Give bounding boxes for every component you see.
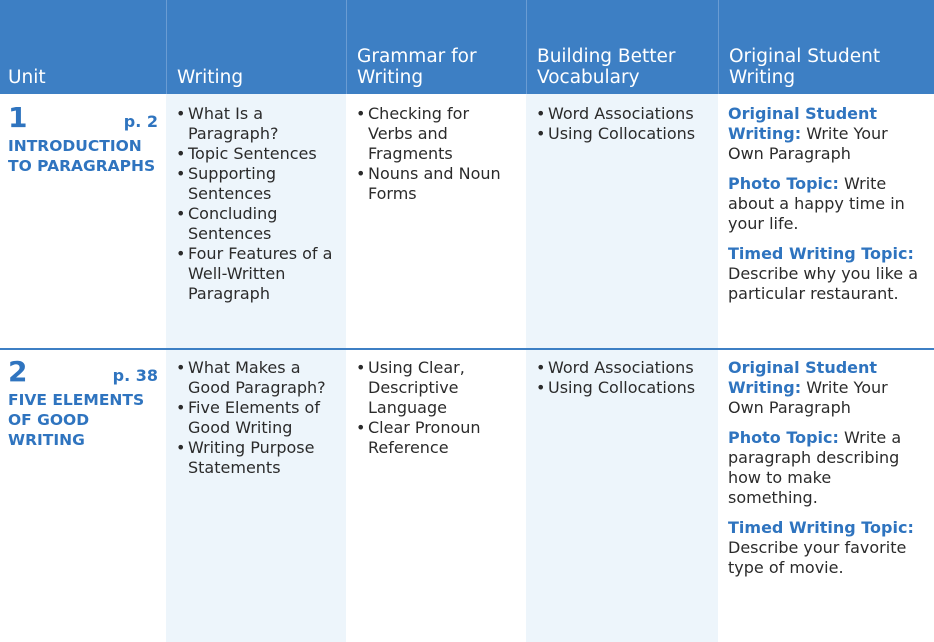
writing-list [176, 104, 338, 304]
osw-label: Timed Writing Topic: [728, 244, 914, 263]
vocabulary-list [536, 358, 710, 398]
osw-entry [728, 428, 926, 508]
list-item: • What Is a Paragraph? [176, 104, 338, 144]
unit-page-link[interactable]: p. 38 [112, 366, 158, 385]
osw-entry [728, 244, 926, 304]
grammar-cell [346, 94, 526, 348]
list-item: • Four Features of a Well-Written Paragraph [176, 244, 338, 304]
list-item: • Checking for Verbs and Fragments [356, 104, 518, 164]
list-item: • Using Collocations [536, 124, 710, 144]
list-item: • Concluding Sentences [176, 204, 338, 244]
unit-number: 1 [8, 101, 28, 134]
writing-cell [166, 94, 346, 348]
osw-entry [728, 174, 926, 234]
list-item: • Using Collocations [536, 378, 710, 398]
list-item: • Clear Pronoun Reference [356, 418, 518, 458]
grammar-list [356, 358, 518, 458]
osw-label: Photo Topic: [728, 428, 839, 447]
osw-text: Write a paragraph describing how to make something. [728, 428, 902, 507]
unit-page-link[interactable]: p. 2 [123, 112, 158, 131]
vocabulary-list [536, 104, 710, 144]
list-item: • Five Elements of Good Writing [176, 398, 338, 438]
osw-label: Timed Writing Topic: [728, 518, 914, 537]
writing-cell [166, 350, 346, 642]
osw-label: Original Student Writing: [728, 104, 878, 143]
unit-title: INTRODUCTION TO PARAGRAPHS [8, 137, 156, 175]
osw-text: Describe why you like a particular restaurant. [728, 264, 918, 303]
list-item: • Writing Purpose Statements [176, 438, 338, 478]
unit-number: 2 [8, 355, 28, 388]
list-item: • Using Clear, Descriptive Language [356, 358, 518, 418]
original-student-writing-cell [718, 350, 934, 642]
unit-heading [8, 355, 158, 388]
osw-label: Photo Topic: [728, 174, 839, 193]
unit-title: FIVE ELEMENTS OF GOOD WRITING [8, 391, 145, 449]
original-student-writing-cell [718, 94, 934, 348]
writing-list [176, 358, 338, 478]
unit-heading [8, 101, 158, 134]
osw-text: Write Your Own Paragraph [728, 124, 888, 163]
osw-text: Write Your Own Paragraph [728, 378, 888, 417]
vocabulary-cell [526, 350, 718, 642]
osw-text: Describe your favorite type of movie. [728, 538, 907, 577]
unit-cell [0, 350, 166, 642]
list-item: • Word Associations [536, 358, 710, 378]
vocabulary-cell [526, 94, 718, 348]
osw-entry [728, 358, 926, 418]
header-vocabulary: Building Better Vocabulary [526, 0, 718, 94]
header-unit: Unit [0, 0, 166, 94]
grammar-list [356, 104, 518, 204]
list-item: • Nouns and Noun Forms [356, 164, 518, 204]
list-item: • Supporting Sentences [176, 164, 338, 204]
list-item: • Word Associations [536, 104, 710, 124]
header-writing: Writing [166, 0, 346, 94]
osw-text: Write about a happy time in your life. [728, 174, 905, 233]
grammar-cell [346, 350, 526, 642]
header-grammar: Grammar for Writing [346, 0, 526, 94]
list-item: • What Makes a Good Paragraph? [176, 358, 338, 398]
osw-entry [728, 518, 926, 578]
osw-label: Original Student Writing: [728, 358, 878, 397]
list-item: • Topic Sentences [176, 144, 338, 164]
osw-entry [728, 104, 926, 164]
header-original-student-writing: Original Student Writing [718, 0, 934, 94]
unit-cell [0, 94, 166, 348]
